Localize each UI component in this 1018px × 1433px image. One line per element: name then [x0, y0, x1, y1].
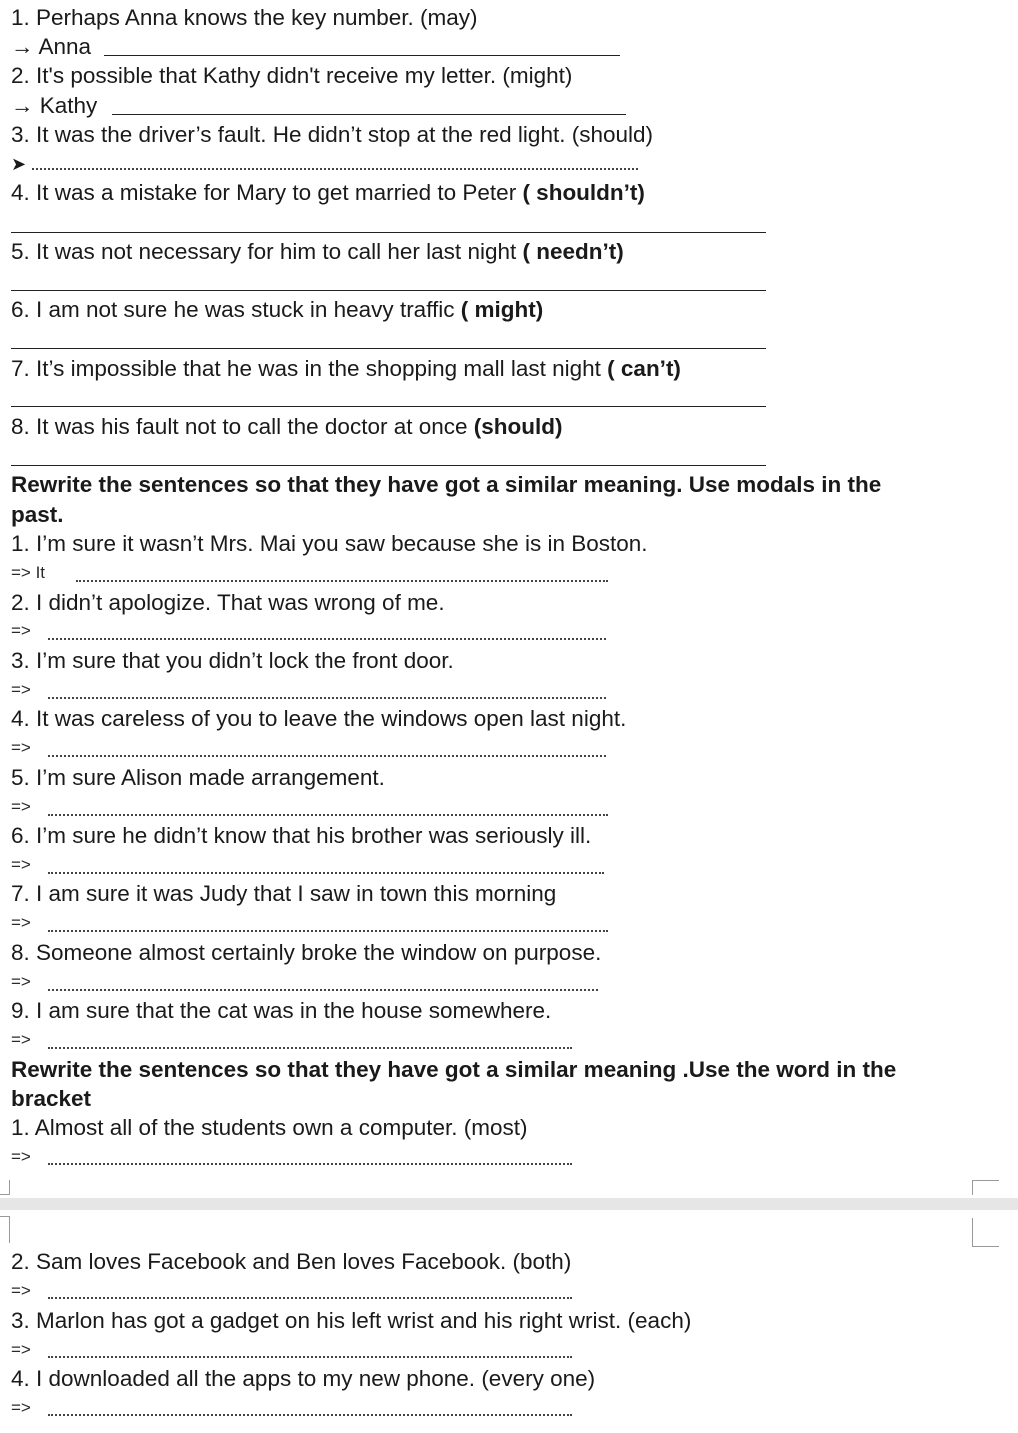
- rewrite-item-6: 6. I’m sure he didn’t know that his brother was seriously ill.: [11, 823, 592, 848]
- word-lead-1: =>: [11, 1147, 31, 1166]
- rewrite-line-7[interactable]: [48, 930, 608, 932]
- question-7: 7. It’s impossible that he was in the shopping mall last night ( can’t): [11, 356, 681, 381]
- rewrite-lead-3: =>: [11, 680, 31, 699]
- page-break: [0, 1198, 1018, 1210]
- word-lead-2: =>: [11, 1281, 31, 1300]
- rewrite-item-1: 1. I’m sure it wasn’t Mrs. Mai you saw because she is in Boston.: [11, 531, 648, 556]
- rewrite-line-4[interactable]: [48, 755, 606, 757]
- word-line-3[interactable]: [48, 1356, 572, 1358]
- answer-line-1[interactable]: [104, 55, 620, 56]
- rewrite-lead-9: =>: [11, 1030, 31, 1049]
- answer-line-3[interactable]: [32, 168, 638, 170]
- section-2-instruction: Rewrite the sentences so that they have got a similar meaning. Use modals in the: [11, 472, 882, 497]
- word-lead-3: =>: [11, 1340, 31, 1359]
- rewrite-item-9: 9. I am sure that the cat was in the house somewhere.: [11, 998, 552, 1023]
- answer-lead-2: → Kathy: [11, 93, 98, 118]
- page-corner-mark: [972, 1218, 999, 1247]
- word-line-2[interactable]: [48, 1297, 572, 1299]
- rewrite-line-5[interactable]: [48, 814, 608, 816]
- rewrite-lead-6: =>: [11, 855, 31, 874]
- answer-line-5[interactable]: [11, 290, 766, 291]
- rewrite-lead-7: =>: [11, 913, 31, 932]
- word-item-3: 3. Marlon has got a gadget on his left wrist and his right wrist. (each): [11, 1308, 692, 1333]
- word-line-1[interactable]: [48, 1163, 572, 1165]
- rewrite-lead-2: =>: [11, 621, 31, 640]
- page-corner-mark: [972, 1180, 999, 1195]
- question-3: 3. It was the driver’s fault. He didn’t stop at the red light. (should): [11, 122, 653, 147]
- rewrite-line-9[interactable]: [48, 1047, 572, 1049]
- rewrite-lead-1: => It: [11, 563, 46, 582]
- question-8: 8. It was his fault not to call the doctor at once (should): [11, 414, 563, 439]
- rewrite-item-2: 2. I didn’t apologize. That was wrong of me.: [11, 590, 445, 615]
- rewrite-item-3: 3. I’m sure that you didn’t lock the front door.: [11, 648, 454, 673]
- rewrite-lead-5: =>: [11, 797, 31, 816]
- word-item-4: 4. I downloaded all the apps to my new phone. (every one): [11, 1366, 596, 1391]
- page-corner-mark: [0, 1180, 10, 1195]
- rewrite-item-5: 5. I’m sure Alison made arrangement.: [11, 765, 385, 790]
- word-line-4[interactable]: [48, 1414, 572, 1416]
- section-3-instruction: Rewrite the sentences so that they have got a similar meaning .Use the word in the: [11, 1057, 897, 1082]
- page-corner-mark: [0, 1216, 10, 1243]
- question-6: 6. I am not sure he was stuck in heavy traffic ( might): [11, 297, 544, 322]
- word-item-1: 1. Almost all of the students own a computer. (most): [11, 1115, 528, 1140]
- rewrite-line-2[interactable]: [48, 638, 606, 640]
- word-item-2: 2. Sam loves Facebook and Ben loves Facebook. (both): [11, 1249, 572, 1274]
- answer-lead-1: → Anna: [11, 34, 92, 59]
- word-lead-4: =>: [11, 1398, 31, 1417]
- answer-lead-3: ➤: [11, 154, 27, 174]
- rewrite-line-6[interactable]: [48, 872, 604, 874]
- rewrite-lead-4: =>: [11, 738, 31, 757]
- rewrite-line-3[interactable]: [48, 697, 606, 699]
- rewrite-line-8[interactable]: [48, 989, 598, 991]
- answer-line-7[interactable]: [11, 406, 766, 407]
- rewrite-item-7: 7. I am sure it was Judy that I saw in town this morning: [11, 881, 557, 906]
- answer-line-6[interactable]: [11, 348, 766, 349]
- question-4: 4. It was a mistake for Mary to get married to Peter ( shouldn’t): [11, 180, 645, 205]
- answer-line-8[interactable]: [11, 465, 766, 466]
- answer-line-2[interactable]: [112, 114, 626, 115]
- question-5: 5. It was not necessary for him to call her last night ( needn’t): [11, 239, 624, 264]
- question-1: 1. Perhaps Anna knows the key number. (may): [11, 5, 478, 30]
- rewrite-item-8: 8. Someone almost certainly broke the window on purpose.: [11, 940, 602, 965]
- section-2-instruction-cont: past.: [11, 502, 64, 527]
- rewrite-item-4: 4. It was careless of you to leave the windows open last night.: [11, 706, 627, 731]
- rewrite-line-1[interactable]: [76, 580, 608, 582]
- question-2: 2. It's possible that Kathy didn't receive my letter. (might): [11, 63, 573, 88]
- rewrite-lead-8: =>: [11, 972, 31, 991]
- section-3-instruction-cont: bracket: [11, 1086, 92, 1111]
- answer-line-4[interactable]: [11, 232, 766, 233]
